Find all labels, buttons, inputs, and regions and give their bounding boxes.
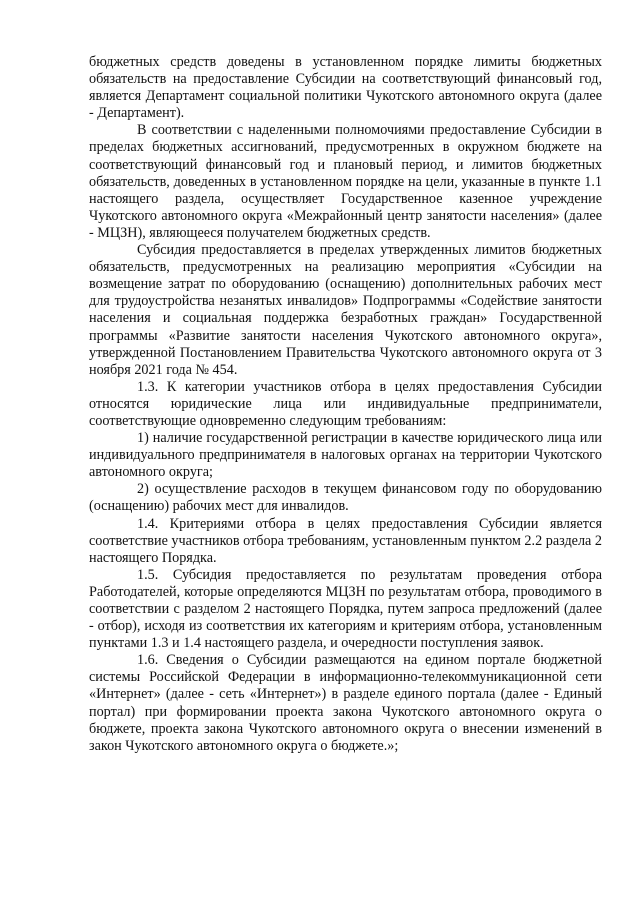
paragraph: бюджетных средств доведены в установленном порядке лимиты бюджетных обязательств на предоставление Субсидии на соответствующий финансовый год, является Департамент социальной политики Чукотского автономного округа (далее - Департамент). xyxy=(89,54,602,122)
paragraph: 1.3. К категории участников отбора в целях предоставления Субсидии относятся юридические лица или индивидуальные предприниматели, соответствующие одновременно следующим требованиям: xyxy=(89,378,602,429)
document-body xyxy=(89,54,602,755)
paragraph: Субсидия предоставляется в пределах утвержденных лимитов бюджетных обязательств, предусмотренных на реализацию мероприятия «Субсидии на возмещение затрат по оборудованию (оснащению) дополнительных рабочих мест для трудоустройства незанятых инвалидов» Подпрограммы «Содействие занятости населения и социальная поддержка безработных граждан» Государственной программы «Развитие занятости населения Чукотского автономного округа», утвержденной Постановлением Правительства Чукотского автономного округа от 3 ноября 2021 года № 454. xyxy=(89,242,602,378)
paragraph: 1) наличие государственной регистрации в качестве юридического лица или индивидуального предпринимателя в налоговых органах на территории Чукотского автономного округа; xyxy=(89,430,602,481)
paragraph: 1.6. Сведения о Субсидии размещаются на едином портале бюджетной системы Российской Федерации в информационно-телекоммуникационной сети «Интернет» (далее - сеть «Интернет») в разделе единого портала (далее - Единый портал) при формировании проекта закона Чукотского автономного округа о бюджете, проекта закона Чукотского автономного округа о внесении изменений в закон Чукотского автономного округа о бюджете.»; xyxy=(89,652,602,754)
paragraph: 1.4. Критериями отбора в целях предоставления Субсидии является соответствие участников отбора требованиям, установленным пунктом 2.2 раздела 2 настоящего Порядка. xyxy=(89,515,602,566)
paragraph: 1.5. Субсидия предоставляется по результатам проведения отбора Работодателей, которые определяются МЦЗН по результатам отбора, проводимого в соответствии с разделом 2 настоящего Порядка, путем запроса предложений (далее - отбор), исходя из соответствия их категориям и критериям отбора, установленным пунктами 1.3 и 1.4 настоящего раздела, и очередности поступления заявок. xyxy=(89,566,602,652)
paragraph: В соответствии с наделенными полномочиями предоставление Субсидии в пределах бюджетных ассигнований, предусмотренных в окружном бюджете на соответствующий финансовый год и плановый период, и лимитов бюджетных обязательств, доведенных в установленном порядке на цели, указанные в пункте 1.1 настоящего раздела, осуществляет Государственное казенное учреждение Чукотского автономного округа «Межрайонный центр занятости населения» (далее - МЦЗН), являющееся получателем бюджетных средств. xyxy=(89,122,602,241)
paragraph: 2) осуществление расходов в текущем финансовом году по оборудованию (оснащению) рабочих мест для инвалидов. xyxy=(89,481,602,515)
